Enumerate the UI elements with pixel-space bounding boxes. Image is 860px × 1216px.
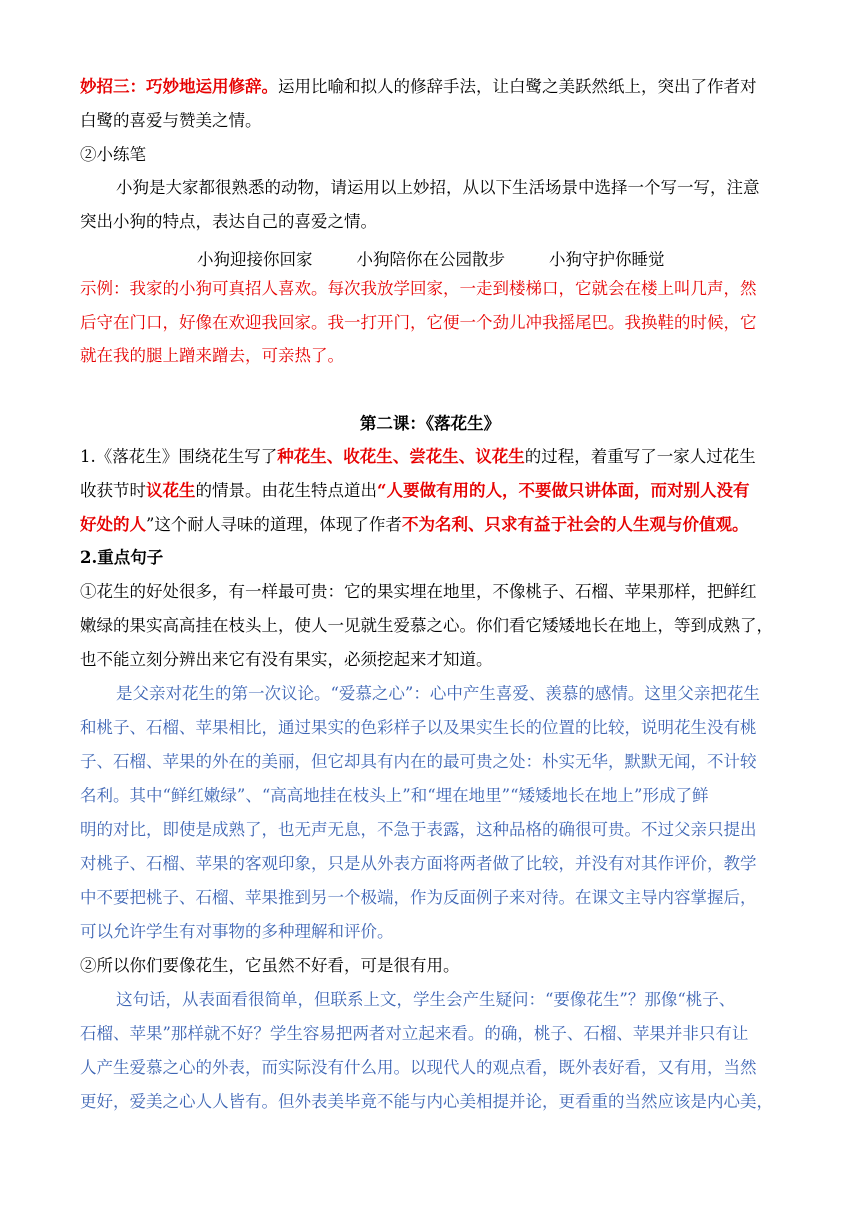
sentence2-line: ②所以你们要像花生，它虽然不好看，可是很有用。 [80, 956, 460, 975]
analysis1-line: 可以允许学生有对事物的多种理解和评价。 [80, 922, 394, 941]
text-span: 1.《落花生》围绕花生写了 [80, 447, 278, 466]
lesson2-p1-line-1 [80, 447, 756, 467]
analysis1-line: 是父亲对花生的第一次议论。“爱慕之心”：心中产生喜爱、羡慕的感情。这里父亲把花生 [116, 684, 760, 703]
scene-option: 小狗守护你睡觉 [549, 250, 665, 269]
tip3-line-2: 白鹭的喜爱与赞美之情。 [80, 111, 262, 130]
lesson2-p1-line-2 [80, 481, 750, 501]
practice-prompt-1: 小狗是大家都很熟悉的动物，请运用以上妙招，从以下生活场景中选择一个写一写，注意 [116, 178, 760, 197]
analysis1-line: 对桃子、石榴、苹果的客观印象，只是从外表方面将两者做了比较，并没有对其作评价，教学 [80, 854, 757, 873]
practice-heading: ②小练笔 [80, 145, 146, 164]
analysis2-line: 更好，爱美之心人人皆有。但外表美毕竟不能与内心美相提并论，更看重的当然应该是内心美， [80, 1092, 773, 1111]
tip3-line-1 [80, 77, 757, 97]
highlight-span: “人要做有用的人，不要做只讲体面，而对别人没有 [377, 481, 750, 500]
text-span: ”这个耐人寻味的道理，体现了作者 [146, 515, 402, 534]
analysis1-line: 明的对比，即使是成熟了，也无声无息，不急于表露，这种品格的确很可贵。不过父亲只提出 [80, 820, 757, 839]
analysis2-line: 人产生爱慕之心的外表，而实际没有什么用。以现代人的观点看，既外表好看，又有用，当然 [80, 1058, 757, 1077]
lesson2-title: 第二课：《落花生》 [359, 414, 501, 433]
lesson2-p1-line-3 [80, 515, 748, 535]
analysis1-line: 中不要把桃子、石榴、苹果推到另一个极端，作为反面例子来对待。在课文主导内容掌握后， [80, 888, 757, 907]
text-span: 收获节时 [80, 481, 146, 500]
sentence1-line-2: 嫩绿的果实高高挂在枝头上，使人一见就生爱慕之心。你们看它矮矮地长在地上，等到成熟了， [80, 616, 773, 635]
example-line-3: 就在我的腿上蹭来蹭去，可亲热了。 [80, 346, 344, 365]
scene-option: 小狗迎接你回家 [197, 250, 313, 269]
example-line-1: 示例：我家的小狗可真招人喜欢。每次我放学回家，一走到楼梯口，它就会在楼上叫几声，然 [80, 279, 757, 298]
scene-option: 小狗陪你在公园散步 [356, 250, 505, 269]
analysis2-line: 这句话，从表面看很简单，但联系上文，学生会产生疑问：“要像花生”？那像“桃子、 [116, 990, 736, 1009]
highlight-span: 种花生、收花生、尝花生、议花生 [277, 447, 525, 466]
highlight-span: 好处的人 [80, 515, 146, 534]
text-span: 的过程，着重写了一家人过花生 [524, 447, 756, 466]
analysis1-line: 子、石榴、苹果的外在的美丽，但它却具有内在的最可贵之处：朴实无华，默默无闻，不计较 [80, 752, 757, 771]
scene-options [197, 246, 709, 270]
key-sentences-heading: 2.重点句子 [80, 548, 164, 567]
analysis2-line: 石榴、苹果”那样就不好？学生容易把两者对立起来看。的确，桃子、石榴、苹果并非只有让 [80, 1024, 749, 1043]
highlight-span: 议花生 [146, 481, 196, 500]
tip3-text: 运用比喻和拟人的修辞手法，让白鹭之美跃然纸上，突出了作者对 [278, 77, 757, 96]
tip3-title: 妙招三：巧妙地运用修辞。 [80, 77, 278, 96]
practice-prompt-2: 突出小狗的特点，表达自己的喜爱之情。 [80, 212, 377, 231]
analysis1-line: 和桃子、石榴、苹果相比，通过果实的色彩样子以及果实生长的位置的比较，说明花生没有桃 [80, 718, 757, 737]
text-span: 的情景。由花生特点道出 [195, 481, 377, 500]
example-line-2: 后守在门口，好像在欢迎我回家。我一打开门，它便一个劲儿冲我摇尾巴。我换鞋的时候，它 [80, 313, 757, 332]
highlight-span: 不为名利、只求有益于社会的人生观与价值观。 [401, 515, 749, 534]
sentence1-line-3: 也不能立刻分辨出来它有没有果实，必须挖起来才知道。 [80, 650, 493, 669]
analysis1-line: 名利。其中“鲜红嫩绿”、“高高地挂在枝头上”和“埋在地里”“矮矮地长在地上”形成了鲜 [80, 786, 709, 805]
sentence1-line-1: ①花生的好处很多，有一样最可贵：它的果实埋在地里，不像桃子、石榴、苹果那样，把鲜红 [80, 582, 757, 601]
